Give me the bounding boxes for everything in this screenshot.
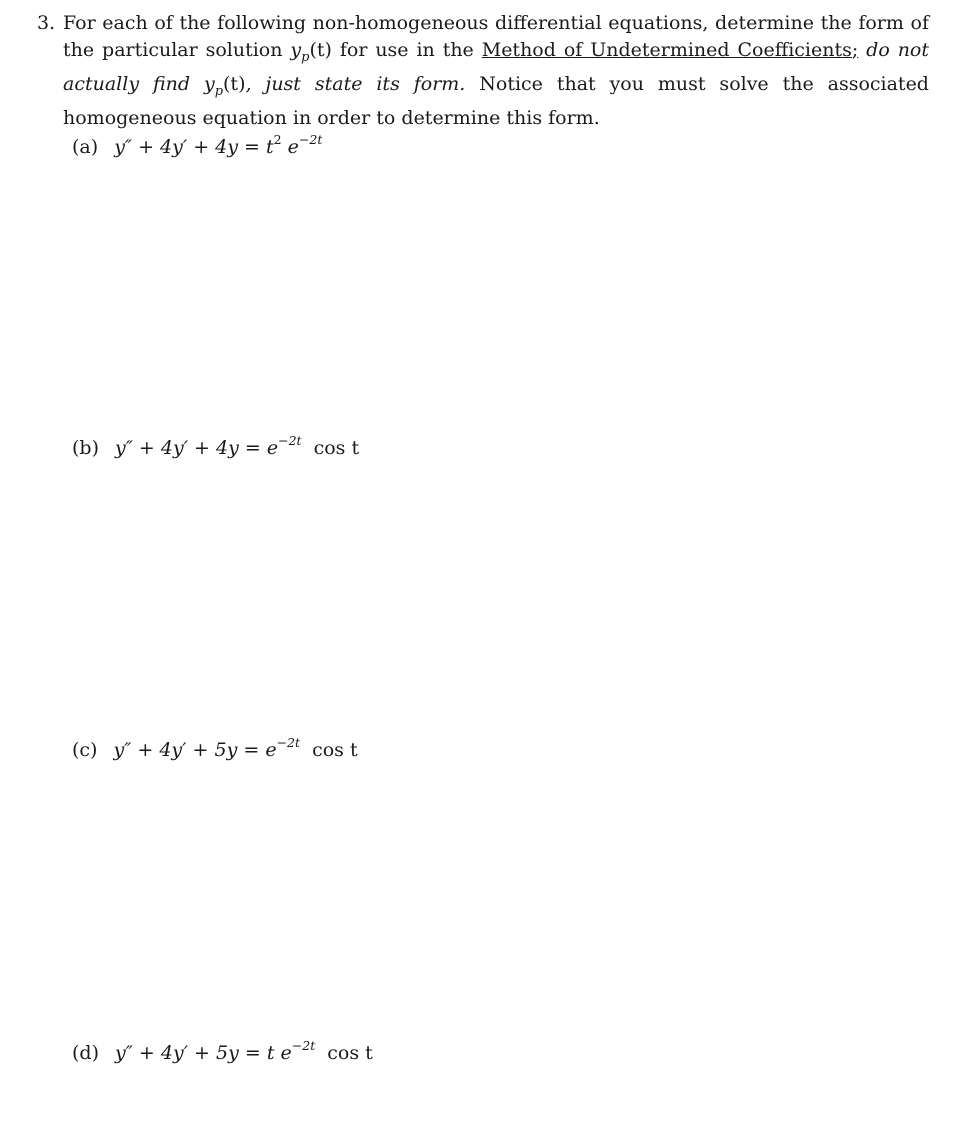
equation-rhs-base: = e bbox=[243, 739, 277, 761]
exponent: −2t bbox=[298, 132, 323, 147]
emph-yp-subscript: p bbox=[214, 83, 224, 99]
equation-rhs-base: = e bbox=[244, 437, 279, 459]
part-b bbox=[72, 433, 360, 459]
instruction-emphasis-1: do not actually find bbox=[63, 38, 930, 95]
yp-subscript: p bbox=[301, 49, 310, 65]
problem-3 bbox=[37, 10, 929, 132]
equation-rhs-base: = t bbox=[244, 136, 274, 158]
exponent: −2t bbox=[276, 735, 301, 750]
yp-symbol: y bbox=[290, 38, 302, 61]
equation-rhs-base: = t e bbox=[244, 1042, 292, 1064]
instruction-emphasis-2: , just state its form. bbox=[245, 72, 466, 95]
part-label: (d) bbox=[72, 1042, 99, 1064]
semicolon: ; bbox=[851, 38, 859, 61]
problem-number: 3. bbox=[37, 12, 56, 34]
closing-text: Notice that you must solve the associated homogeneous equation in order to determine this form. bbox=[63, 72, 929, 130]
exponent: −2t bbox=[291, 1038, 316, 1053]
part-label: (b) bbox=[72, 437, 99, 459]
exponent: 2 bbox=[273, 132, 282, 147]
equation-rhs-tail: cos t bbox=[321, 1042, 373, 1064]
equation-rhs-mid: e bbox=[281, 136, 299, 158]
equation-rhs-tail: cos t bbox=[306, 739, 358, 761]
equation-rhs-tail: cos t bbox=[307, 437, 360, 459]
equation-lhs: y″ + 4y′ + 5y bbox=[115, 1042, 239, 1064]
equation-lhs: y″ + 4y′ + 5y bbox=[113, 739, 238, 761]
exponent: −2t bbox=[278, 433, 302, 448]
use-text: for use in the bbox=[331, 38, 482, 61]
part-c bbox=[72, 735, 358, 761]
yp-arg: (t) bbox=[309, 38, 332, 61]
problem-statement bbox=[63, 10, 929, 132]
method-link: Method of Undetermined Coefficients bbox=[481, 38, 852, 61]
emph-yp-arg: (t) bbox=[223, 72, 246, 95]
part-label: (c) bbox=[72, 739, 98, 761]
intro-text: For each of the following non-homogeneous differential equations, determine the form of the particular solution bbox=[63, 12, 929, 61]
emph-yp-symbol: y bbox=[203, 72, 215, 95]
equation-lhs: y″ + 4y′ + 4y bbox=[114, 136, 238, 158]
equation-lhs: y″ + 4y′ + 4y bbox=[115, 437, 239, 459]
part-d bbox=[72, 1038, 373, 1064]
part-label: (a) bbox=[72, 136, 99, 158]
part-a bbox=[72, 132, 323, 158]
